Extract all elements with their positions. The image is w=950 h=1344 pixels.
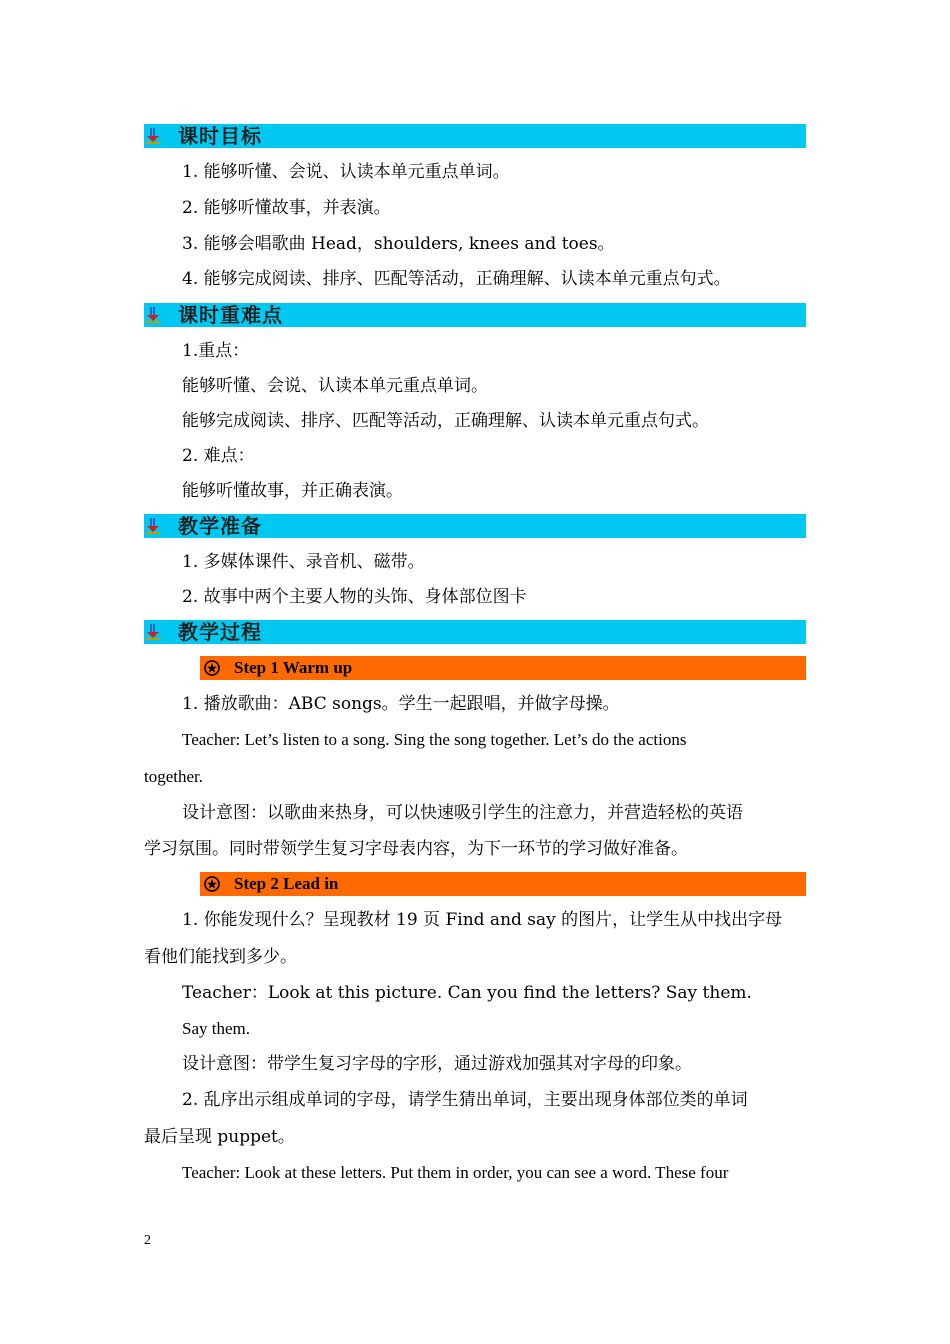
step-header-warm-up (200, 656, 806, 680)
star-circle-icon (204, 660, 220, 676)
step1-line: together. (144, 767, 204, 786)
section-title: 课时目标 (178, 124, 262, 148)
step-header-lead-in (200, 872, 806, 896)
section-title: 课时重难点 (178, 303, 283, 327)
key-point-line: 能够完成阅读、排序、匹配等活动，正确理解、认读本单元重点句式。 (182, 411, 709, 431)
step2-line: Teacher：Look at this picture. Can you find the letters? Say them. (182, 983, 752, 1003)
arrow-down-icon (146, 518, 160, 534)
goal-item: 1. 能够听懂、会说、认读本单元重点单词。 (182, 162, 510, 182)
arrow-down-icon (146, 128, 160, 144)
step2-line: 2. 乱序出示组成单词的字母，请学生猜出单词，主要出现身体部位类的单词 (182, 1090, 748, 1110)
step1-line: Teacher: Let’s listen to a song. Sing the song together. Let’s do the actions (182, 730, 687, 749)
step1-line: 学习氛围。同时带领学生复习字母表内容，为下一环节的学习做好准备。 (144, 839, 688, 859)
section-header-goals (144, 124, 806, 148)
preparation-item: 1. 多媒体课件、录音机、磁带。 (182, 552, 425, 572)
preparation-item: 2. 故事中两个主要人物的头饰、身体部位图卡 (182, 587, 527, 607)
arrow-down-icon (146, 624, 160, 640)
key-point-line: 能够听懂故事，并正确表演。 (182, 481, 403, 501)
goal-item: 4. 能够完成阅读、排序、匹配等活动，正确理解、认读本单元重点句式。 (182, 269, 731, 289)
step2-line: 看他们能找到多少。 (144, 947, 297, 967)
section-header-key-points (144, 303, 806, 327)
step1-line: 设计意图：以歌曲来热身，可以快速吸引学生的注意力，并营造轻松的英语 (182, 803, 743, 823)
step2-line: 设计意图：带学生复习字母的字形，通过游戏加强其对字母的印象。 (182, 1054, 692, 1074)
step-title: Step 1 Warm up (234, 658, 353, 677)
star-circle-icon (204, 876, 220, 892)
section-header-process (144, 620, 806, 644)
step2-line: 最后呈现 puppet。 (144, 1127, 295, 1147)
page-number: 2 (144, 1233, 151, 1248)
step2-line: Say them. (182, 1019, 250, 1038)
section-title: 教学准备 (178, 514, 262, 538)
section-header-preparation (144, 514, 806, 538)
goal-item: 2. 能够听懂故事，并表演。 (182, 198, 391, 218)
key-point-line: 2. 难点： (182, 446, 255, 466)
goal-item: 3. 能够会唱歌曲 Head，shoulders, knees and toes。 (182, 234, 615, 254)
step2-line: 1. 你能发现什么？呈现教材 19 页 Find and say 的图片，让学生从中找出字母 (182, 910, 783, 930)
arrow-down-icon (146, 307, 160, 323)
step1-line: 1. 播放歌曲：ABC songs。学生一起跟唱，并做字母操。 (182, 694, 620, 714)
step2-line: Teacher: Look at these letters. Put them in order, you can see a word. These four (182, 1163, 729, 1182)
step-title: Step 2 Lead in (234, 874, 339, 893)
key-point-line: 1.重点： (182, 341, 250, 361)
key-point-line: 能够听懂、会说、认读本单元重点单词。 (182, 376, 488, 396)
section-title: 教学过程 (178, 620, 262, 644)
